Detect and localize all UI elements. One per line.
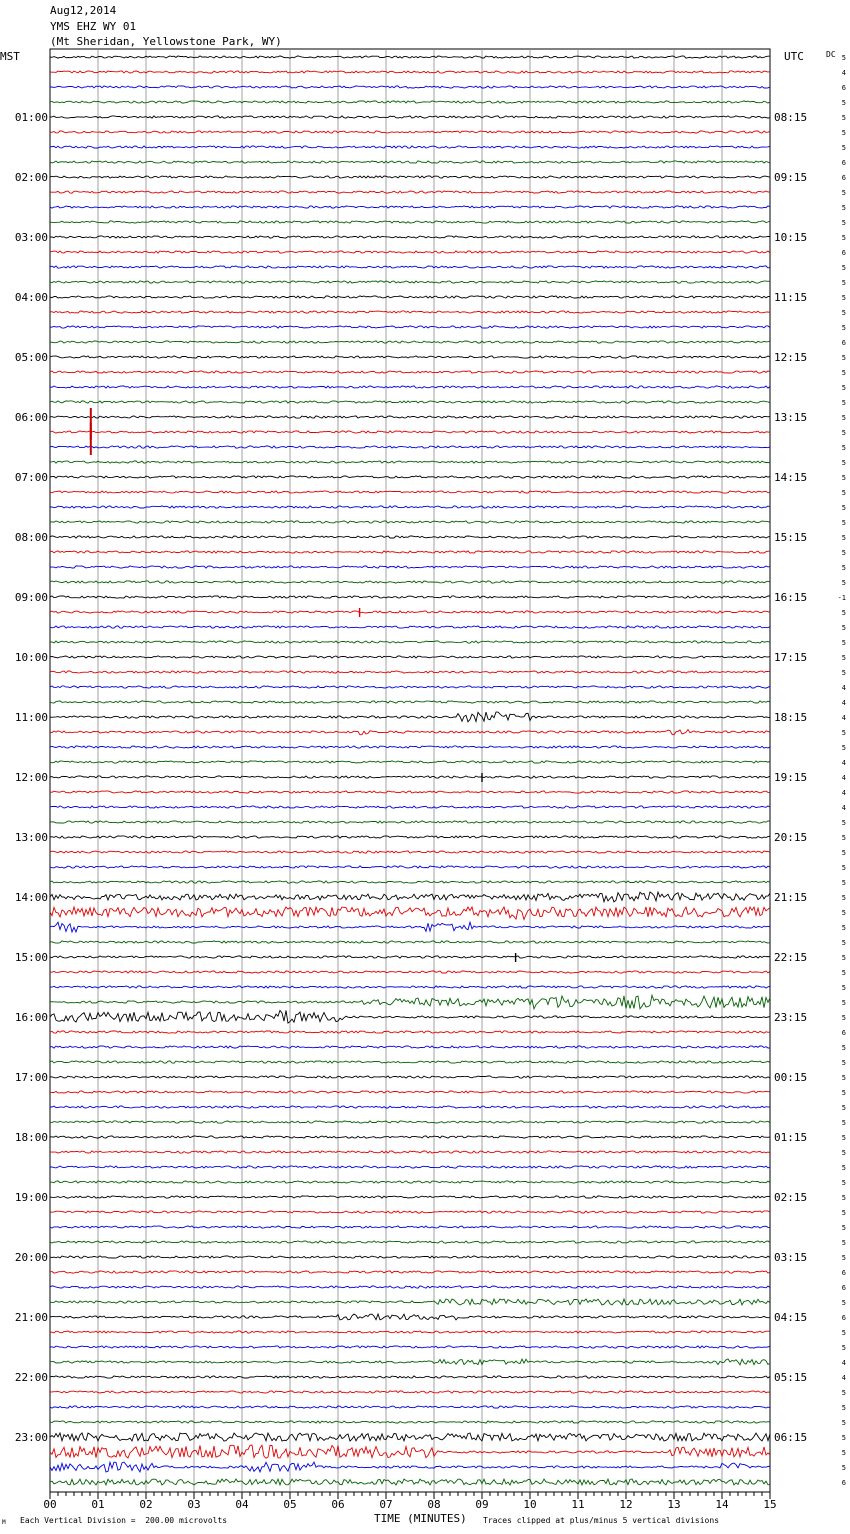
dc-offset-value: 5 [841, 924, 846, 932]
right-hour-label: 01:15 [774, 1131, 808, 1144]
trace-line [50, 1331, 770, 1333]
right-hour-label: 15:15 [774, 531, 808, 544]
trace-line [50, 491, 770, 493]
dc-offset-value: 4 [841, 1374, 846, 1382]
dc-offset-value: 5 [841, 1404, 846, 1412]
dc-offset-value: 5 [841, 1014, 846, 1022]
x-tick-label: 14 [715, 1498, 729, 1511]
trace-line [50, 1391, 770, 1393]
trace-line [50, 1166, 770, 1168]
trace-line [50, 1479, 770, 1485]
right-hour-label: 14:15 [774, 471, 808, 484]
dc-offset-value: 5 [841, 1344, 846, 1352]
trace-line [50, 1256, 770, 1258]
trace-line [50, 1299, 770, 1305]
left-hour-label: 17:00 [14, 1071, 48, 1084]
dc-offset-value: 5 [841, 549, 846, 557]
dc-offset-value: 5 [841, 939, 846, 947]
dc-offset-value: 4 [841, 684, 846, 692]
dc-offset-value: 5 [841, 1419, 846, 1427]
right-hour-label: 21:15 [774, 891, 808, 904]
trace-line [50, 1136, 770, 1138]
left-timezone-label: MST [0, 50, 20, 63]
dc-offset-value: 4 [841, 774, 846, 782]
dc-offset-value: 5 [841, 219, 846, 227]
trace-line [50, 1314, 770, 1320]
left-hour-label: 20:00 [14, 1251, 48, 1264]
dc-offset-value: 5 [841, 564, 846, 572]
trace-line [50, 1106, 770, 1108]
right-hour-label: 16:15 [774, 591, 808, 604]
dc-offset-value: 5 [841, 984, 846, 992]
trace-line [50, 71, 770, 73]
dc-offset-value: 4 [841, 804, 846, 812]
x-tick-label: 05 [283, 1498, 297, 1511]
x-tick-label: 06 [331, 1498, 345, 1511]
left-hour-label: 06:00 [14, 411, 48, 424]
header-date: Aug12,2014 [50, 4, 117, 17]
dc-offset-value: 4 [841, 69, 846, 77]
dc-offset-value: 6 [841, 1269, 846, 1277]
dc-offset-value: 5 [841, 1194, 846, 1202]
x-axis-title: TIME (MINUTES) [374, 1512, 467, 1525]
trace-line [50, 566, 770, 568]
trace-line [50, 611, 770, 613]
dc-offset-value: 6 [841, 84, 846, 92]
trace-line [50, 86, 770, 88]
right-hour-label: 11:15 [774, 291, 808, 304]
dc-offset-value: 5 [841, 294, 846, 302]
header-location: (Mt Sheridan, Yellowstone Park, WY) [50, 35, 282, 48]
left-hour-label: 02:00 [14, 171, 48, 184]
left-hour-label: 18:00 [14, 1131, 48, 1144]
dc-offset-value: 5 [841, 129, 846, 137]
trace-line [50, 1046, 770, 1048]
right-hour-label: 00:15 [774, 1071, 808, 1084]
trace-line [50, 776, 770, 778]
trace-line [50, 116, 770, 118]
trace-line [50, 401, 770, 403]
dc-offset-value: 5 [841, 234, 846, 242]
dc-offset-value: 5 [841, 1074, 846, 1082]
right-hour-label: 22:15 [774, 951, 808, 964]
x-tick-label: 09 [475, 1498, 489, 1511]
dc-offset-value: 5 [841, 1059, 846, 1067]
dc-offset-value: 5 [841, 819, 846, 827]
right-hour-label: 05:15 [774, 1371, 808, 1384]
left-hour-label: 13:00 [14, 831, 48, 844]
left-hour-label: 21:00 [14, 1311, 48, 1324]
left-hour-label: 12:00 [14, 771, 48, 784]
right-hour-label: 23:15 [774, 1011, 808, 1024]
trace-line [50, 146, 770, 148]
left-hour-label: 03:00 [14, 231, 48, 244]
dc-offset-value: 5 [841, 1299, 846, 1307]
dc-offset-value: 5 [841, 1209, 846, 1217]
trace-line [50, 1010, 770, 1023]
trace-line [50, 701, 770, 703]
right-hour-label: 02:15 [774, 1191, 808, 1204]
right-hour-label: 13:15 [774, 411, 808, 424]
right-timezone-label: UTC [784, 50, 804, 63]
trace-line [50, 341, 770, 343]
trace-line [50, 1241, 770, 1243]
trace-line [50, 191, 770, 193]
dc-offset-value: 5 [841, 399, 846, 407]
dc-offset-value: 5 [841, 999, 846, 1007]
trace-line [50, 1061, 770, 1063]
dc-offset-value: 5 [841, 264, 846, 272]
dc-offset-value: 4 [841, 1359, 846, 1367]
trace-line [50, 281, 770, 283]
trace-line [50, 1421, 770, 1423]
left-hour-label: 08:00 [14, 531, 48, 544]
trace-line [50, 206, 770, 208]
dc-offset-value: 5 [841, 1089, 846, 1097]
left-hour-label: 10:00 [14, 651, 48, 664]
trace-line [50, 1376, 770, 1378]
right-hour-label: 20:15 [774, 831, 808, 844]
trace-line [50, 56, 770, 58]
dc-offset-value: 5 [841, 864, 846, 872]
trace-line [50, 1031, 770, 1033]
dc-offset-value: 5 [841, 894, 846, 902]
trace-line [50, 1151, 770, 1153]
x-tick-label: 13 [667, 1498, 681, 1511]
dc-offset-value: 4 [841, 789, 846, 797]
dc-offset-value: 5 [841, 309, 846, 317]
trace-line [50, 446, 770, 448]
dc-offset-value: 5 [841, 1104, 846, 1112]
dc-offset-value: 5 [841, 1449, 846, 1457]
left-hour-label: 07:00 [14, 471, 48, 484]
dc-offset-value: 5 [841, 534, 846, 542]
dc-offset-value: 5 [841, 279, 846, 287]
trace-line [50, 1462, 770, 1472]
dc-offset-value: 6 [841, 1314, 846, 1322]
dc-offset-value: 5 [841, 969, 846, 977]
dc-offset-value: 5 [841, 204, 846, 212]
left-hour-label: 23:00 [14, 1431, 48, 1444]
dc-offset-value: 5 [841, 504, 846, 512]
trace-line [50, 476, 770, 478]
trace-line [50, 1286, 770, 1288]
x-tick-label: 07 [379, 1498, 393, 1511]
trace-line [50, 506, 770, 508]
trace-line [50, 626, 770, 628]
left-hour-label: 11:00 [14, 711, 48, 724]
trace-line [50, 131, 770, 133]
x-tick-label: 10 [523, 1498, 537, 1511]
trace-line [50, 956, 770, 958]
left-hour-label: 15:00 [14, 951, 48, 964]
trace-line [50, 1091, 770, 1093]
trace-line [50, 1433, 770, 1441]
trace-line [50, 1406, 770, 1408]
trace-line [50, 311, 770, 313]
dc-offset-value: 5 [841, 954, 846, 962]
dc-offset-value: 5 [841, 369, 846, 377]
clip-note: Traces clipped at plus/minus 5 vertical divisions [483, 1516, 720, 1525]
trace-line [50, 821, 770, 823]
dc-offset-value: 5 [841, 744, 846, 752]
x-tick-label: 04 [235, 1498, 249, 1511]
trace-line [50, 761, 770, 763]
dc-offset-value: 5 [841, 1239, 846, 1247]
dc-offset-value: 6 [841, 1479, 846, 1487]
trace-line [50, 221, 770, 223]
trace-line [50, 371, 770, 373]
dc-offset-value: 5 [841, 354, 846, 362]
scale-note: Each Vertical Division = 200.00 microvolts [20, 1516, 228, 1525]
dc-offset-value: 5 [841, 729, 846, 737]
dc-offset-value: 5 [841, 624, 846, 632]
dc-offset-value: 5 [841, 1134, 846, 1142]
dc-offset-value: 5 [841, 669, 846, 677]
trace-line [50, 881, 770, 883]
trace-line [50, 386, 770, 388]
trace-line [50, 1271, 770, 1273]
right-hour-label: 06:15 [774, 1431, 808, 1444]
trace-line [50, 356, 770, 358]
dc-offset-value: 5 [841, 654, 846, 662]
left-hour-label: 14:00 [14, 891, 48, 904]
dc-label: DC [826, 50, 836, 59]
trace-line [50, 746, 770, 748]
dc-offset-value: 5 [841, 519, 846, 527]
dc-offset-value: 5 [841, 849, 846, 857]
trace-line [50, 461, 770, 463]
dc-offset-value: 6 [841, 249, 846, 257]
trace-line [50, 941, 770, 943]
trace-line [50, 536, 770, 538]
dc-offset-value: 5 [841, 909, 846, 917]
right-hour-label: 10:15 [774, 231, 808, 244]
trace-line [50, 176, 770, 178]
dc-offset-value: 6 [841, 339, 846, 347]
trace-line [50, 596, 770, 598]
trace-line [50, 791, 770, 793]
trace-line [50, 971, 770, 973]
header-station: YMS EHZ WY 01 [50, 20, 137, 33]
trace-line [50, 1226, 770, 1228]
left-hour-label: 01:00 [14, 111, 48, 124]
dc-offset-value: 5 [841, 609, 846, 617]
right-hour-label: 04:15 [774, 1311, 808, 1324]
dc-offset-value: 4 [841, 699, 846, 707]
trace-line [50, 431, 770, 433]
trace-line [50, 806, 770, 808]
trace-line [50, 1196, 770, 1198]
trace-line [50, 1076, 770, 1078]
trace-line [50, 1346, 770, 1348]
dc-offset-value: 5 [841, 879, 846, 887]
dc-offset-value: -1 [837, 594, 846, 602]
dc-offset-value: 6 [841, 174, 846, 182]
dc-offset-value: 5 [841, 1119, 846, 1127]
right-hour-label: 08:15 [774, 111, 808, 124]
dc-offset-value: 5 [841, 579, 846, 587]
dc-offset-value: 5 [841, 429, 846, 437]
dc-offset-value: 5 [841, 114, 846, 122]
dc-offset-value: 4 [841, 714, 846, 722]
dc-offset-value: 5 [841, 639, 846, 647]
dc-offset-value: 4 [841, 759, 846, 767]
trace-line [50, 995, 770, 1009]
dc-offset-value: 5 [841, 1224, 846, 1232]
trace-line [50, 671, 770, 673]
right-hour-label: 19:15 [774, 771, 808, 784]
trace-line [50, 851, 770, 853]
trace-line [50, 551, 770, 553]
x-tick-label: 02 [139, 1498, 153, 1511]
dc-offset-value: 5 [841, 1254, 846, 1262]
dc-offset-value: 5 [841, 1179, 846, 1187]
trace-line [50, 326, 770, 328]
dc-offset-value: 6 [841, 1284, 846, 1292]
right-hour-label: 17:15 [774, 651, 808, 664]
trace-line [50, 581, 770, 583]
left-hour-label: 16:00 [14, 1011, 48, 1024]
left-hour-label: 04:00 [14, 291, 48, 304]
trace-line [50, 922, 770, 932]
trace-line [50, 266, 770, 268]
dc-offset-value: 5 [841, 1164, 846, 1172]
dc-offset-value: 5 [841, 54, 846, 62]
trace-line [50, 686, 770, 688]
trace-line [50, 1359, 770, 1365]
trace-line [50, 1121, 770, 1123]
trace-line [50, 641, 770, 643]
x-tick-label: 00 [43, 1498, 57, 1511]
dc-offset-value: 6 [841, 1029, 846, 1037]
trace-line [50, 730, 770, 735]
corner-mark: M [2, 1519, 6, 1526]
right-hour-label: 18:15 [774, 711, 808, 724]
right-hour-label: 12:15 [774, 351, 808, 364]
x-tick-label: 08 [427, 1498, 441, 1511]
left-hour-label: 05:00 [14, 351, 48, 364]
dc-offset-value: 5 [841, 1149, 846, 1157]
plot-frame [50, 49, 770, 1492]
x-tick-label: 11 [571, 1498, 585, 1511]
dc-offset-value: 5 [841, 144, 846, 152]
trace-line [50, 866, 770, 868]
dc-offset-value: 5 [841, 384, 846, 392]
dc-offset-value: 5 [841, 834, 846, 842]
trace-line [50, 296, 770, 298]
dc-offset-value: 5 [841, 414, 846, 422]
x-tick-label: 01 [91, 1498, 105, 1511]
right-hour-label: 03:15 [774, 1251, 808, 1264]
dc-offset-value: 5 [841, 1389, 846, 1397]
left-hour-label: 19:00 [14, 1191, 48, 1204]
dc-offset-value: 5 [841, 1464, 846, 1472]
trace-line [50, 656, 770, 658]
trace-line [50, 521, 770, 523]
trace-line [50, 101, 770, 103]
trace-line [50, 712, 770, 722]
dc-offset-value: 5 [841, 99, 846, 107]
trace-line [50, 892, 770, 902]
trace-line [50, 416, 770, 418]
dc-offset-value: 5 [841, 1329, 846, 1337]
left-hour-label: 09:00 [14, 591, 48, 604]
trace-line [50, 907, 770, 920]
trace-line [50, 986, 770, 988]
trace-line [50, 836, 770, 838]
dc-offset-value: 5 [841, 1434, 846, 1442]
dc-offset-value: 6 [841, 159, 846, 167]
dc-offset-value: 5 [841, 189, 846, 197]
trace-line [50, 236, 770, 238]
trace-line [50, 1445, 770, 1458]
trace-line [50, 1181, 770, 1183]
trace-line [50, 1211, 770, 1213]
dc-offset-value: 5 [841, 489, 846, 497]
trace-line [50, 161, 770, 163]
trace-line [50, 251, 770, 253]
left-hour-label: 22:00 [14, 1371, 48, 1384]
x-tick-label: 03 [187, 1498, 201, 1511]
dc-offset-value: 5 [841, 444, 846, 452]
x-tick-label: 12 [619, 1498, 633, 1511]
x-tick-label: 15 [763, 1498, 777, 1511]
dc-offset-value: 5 [841, 1044, 846, 1052]
dc-offset-value: 5 [841, 459, 846, 467]
dc-offset-value: 5 [841, 474, 846, 482]
right-hour-label: 09:15 [774, 171, 808, 184]
dc-offset-value: 5 [841, 324, 846, 332]
